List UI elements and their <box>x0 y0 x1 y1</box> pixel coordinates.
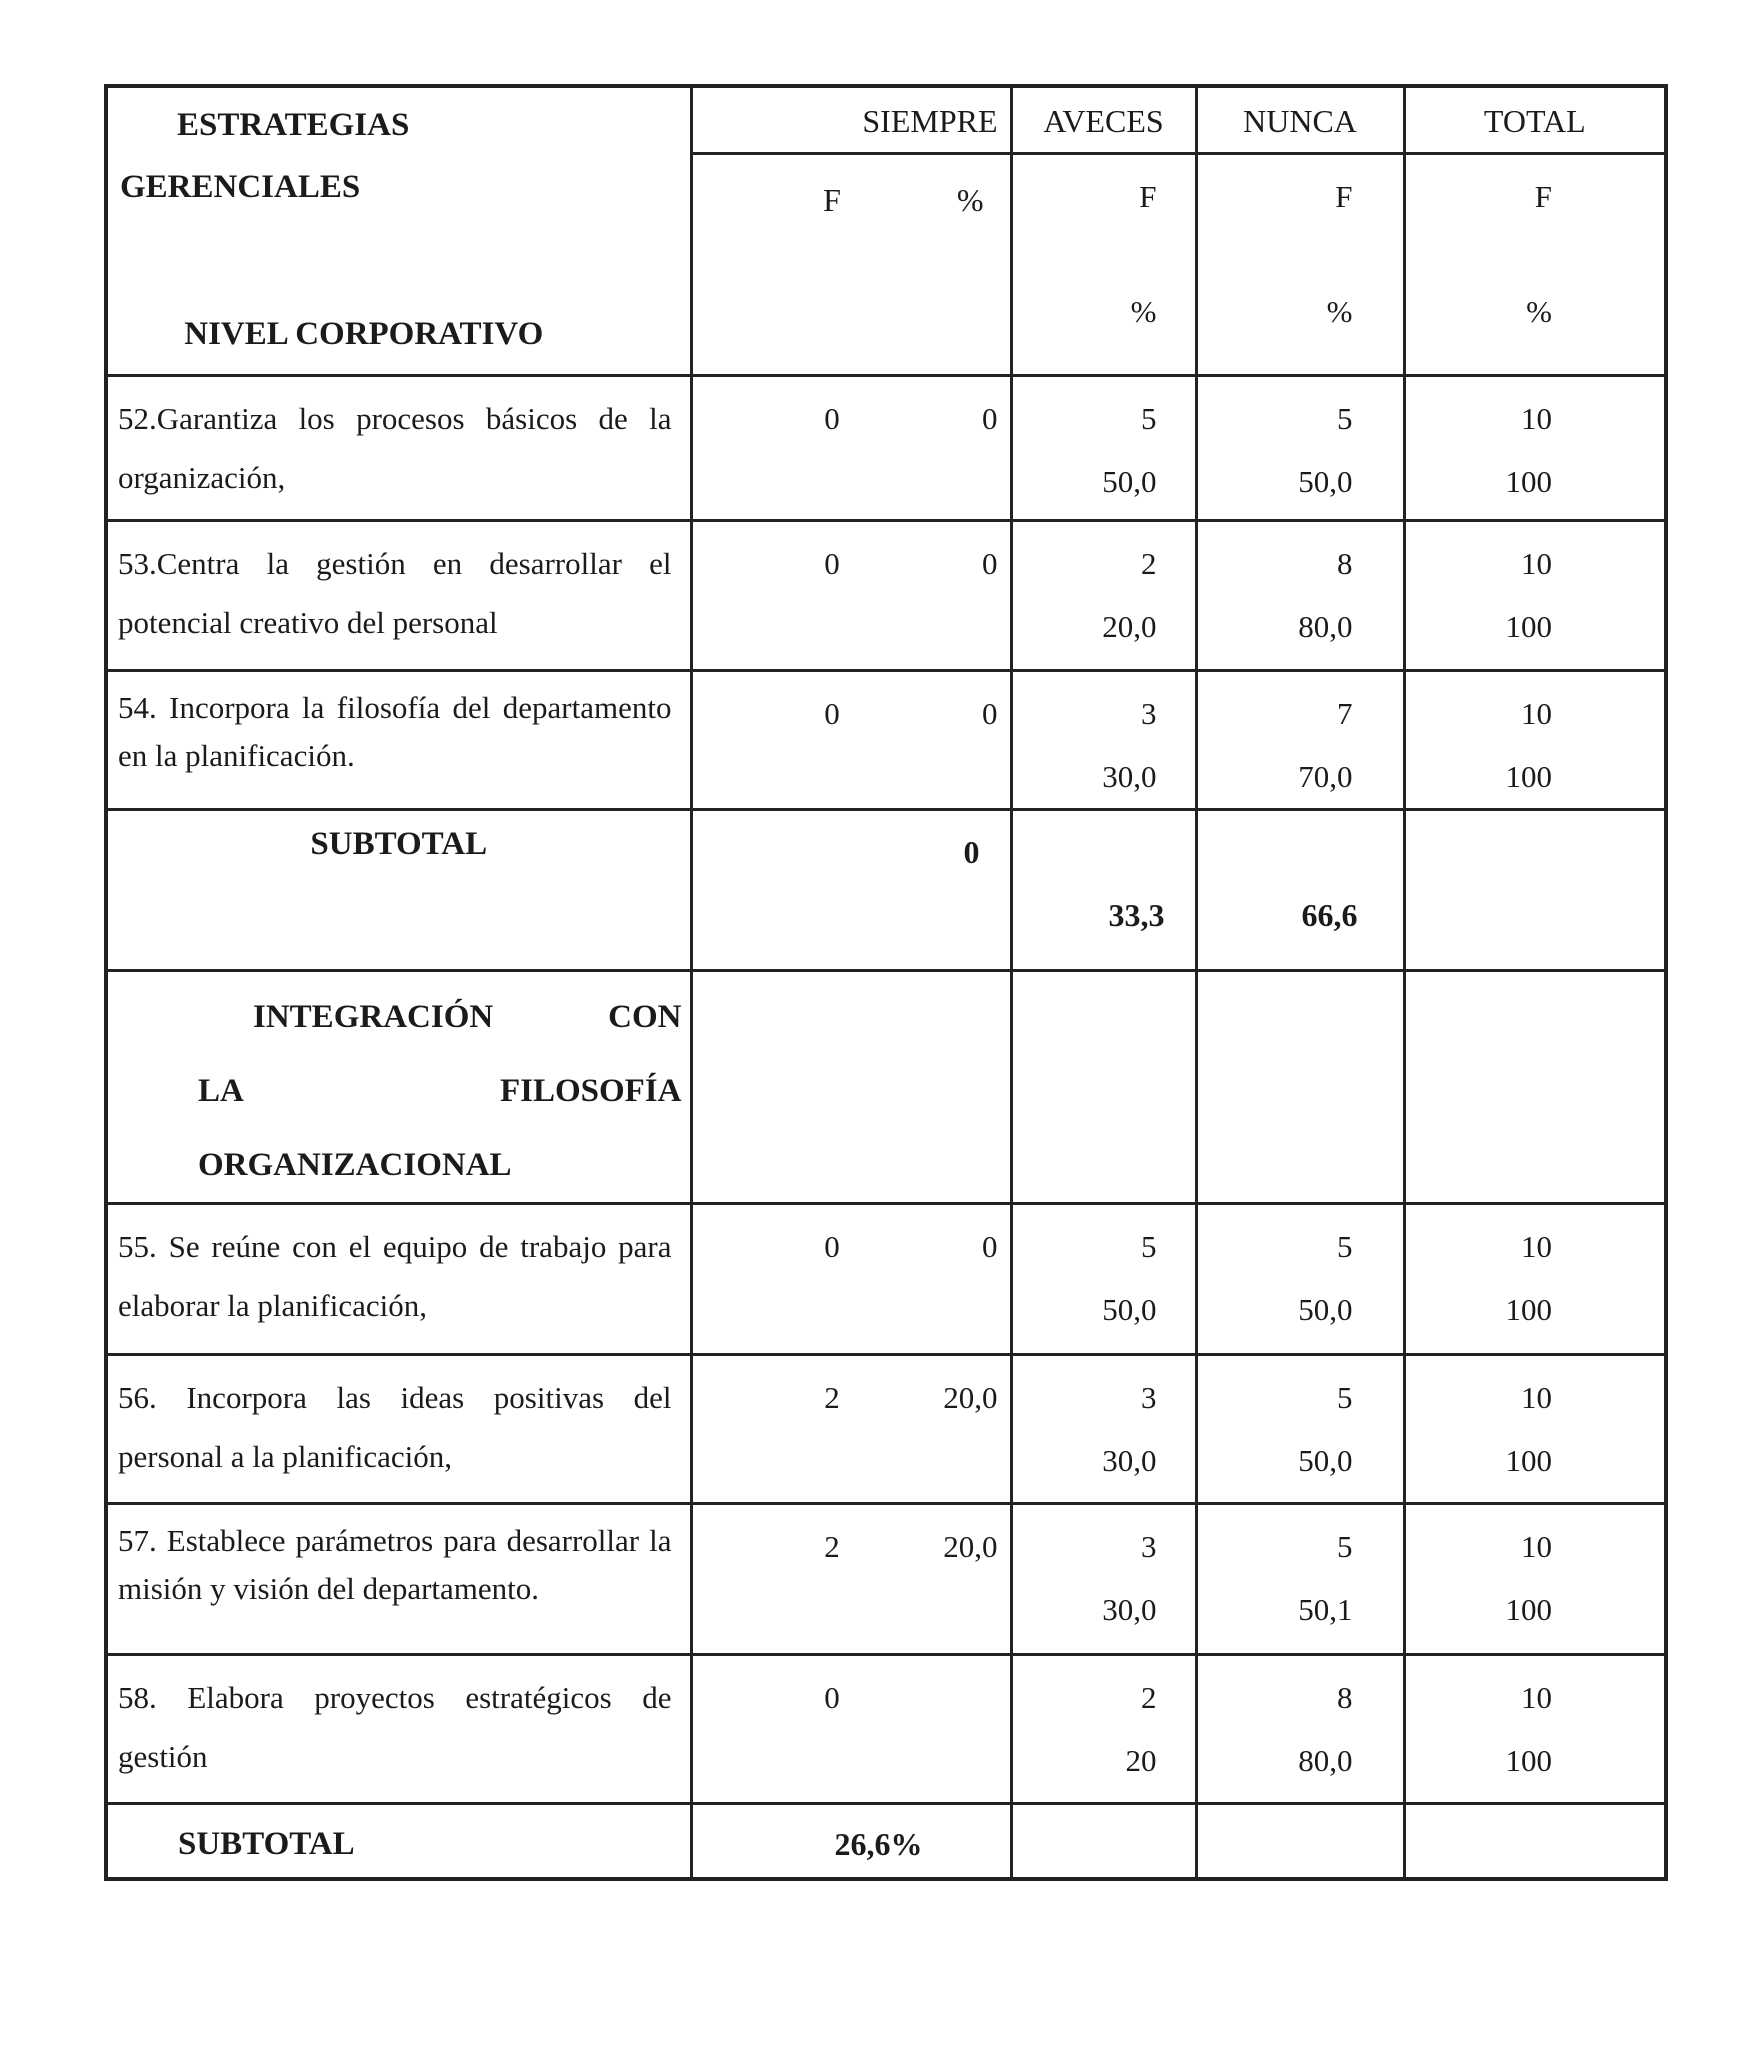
row-58-siempre-f: 0 <box>824 1680 840 1715</box>
row-57-siempre-cell <box>691 1504 1011 1655</box>
row-57-total-cell <box>1404 1504 1666 1655</box>
table-row-58 <box>106 1655 1666 1804</box>
header-aveces-f: F <box>1139 179 1157 214</box>
header-siempre-pct: % <box>956 182 984 218</box>
row-55-nunca-f: 5 <box>1337 1229 1353 1264</box>
row-57-nunca-pct: 50,1 <box>1298 1592 1353 1627</box>
row-52-total-f: 10 <box>1521 401 1552 436</box>
row-52-nunca-pct: 50,0 <box>1298 464 1353 499</box>
subtotal1-label: SUBTOTAL <box>106 810 691 971</box>
subtotal2-nunca-cell <box>1196 1804 1404 1879</box>
row-54-total-cell <box>1404 671 1666 810</box>
table-row-55 <box>106 1204 1666 1355</box>
row-54-nunca-f: 7 <box>1337 696 1353 731</box>
row-52-siempre-pct: 0 <box>982 401 998 436</box>
row-58-aveces-cell <box>1011 1655 1196 1804</box>
header-nunca-pct: % <box>1326 294 1353 329</box>
row-55-siempre-cell <box>691 1204 1011 1355</box>
row-52-nunca-f: 5 <box>1337 401 1353 436</box>
row-57-nunca-f: 5 <box>1337 1529 1353 1564</box>
table-row-56 <box>106 1355 1666 1504</box>
section-siempre-cell <box>691 971 1011 1204</box>
row-53-aveces-cell <box>1011 521 1196 671</box>
row-57-aveces-cell <box>1011 1504 1196 1655</box>
row-56-nunca-pct: 50,0 <box>1298 1443 1353 1478</box>
row-52-total-pct: 100 <box>1505 464 1552 499</box>
row-56-aveces-f: 3 <box>1141 1380 1157 1415</box>
row-52-aveces-pct: 50,0 <box>1102 464 1157 499</box>
row-57-siempre-f: 2 <box>824 1529 840 1564</box>
row-57-siempre-pct: 20,0 <box>943 1529 998 1564</box>
subtotal1-nunca-pct: 66,6 <box>1301 897 1358 933</box>
row-54-aveces-pct: 30,0 <box>1102 759 1157 794</box>
row-53-siempre-pct: 0 <box>982 546 998 581</box>
header-nivel-corporativo: NIVEL CORPORATIVO <box>184 316 544 352</box>
row-56-total-f: 10 <box>1521 1380 1552 1415</box>
subtotal2-total-cell <box>1404 1804 1666 1879</box>
row-54-siempre-cell <box>691 671 1011 810</box>
row-58-nunca-cell <box>1196 1655 1404 1804</box>
subtotal1-siempre-pct: 0 <box>963 834 980 870</box>
row-55-siempre-pct: 0 <box>982 1229 998 1264</box>
header-cell-nunca: NUNCA <box>1196 86 1404 154</box>
row-58-siempre-cell <box>691 1655 1011 1804</box>
header-siempre-fpct-cell <box>691 154 1011 376</box>
row-56-total-pct: 100 <box>1505 1443 1552 1478</box>
row-57-aveces-pct: 30,0 <box>1102 1592 1157 1627</box>
header-row-titles <box>106 86 1666 154</box>
row-53-siempre-cell <box>691 521 1011 671</box>
header-cell-estrategias <box>106 86 691 376</box>
row-55-total-cell <box>1404 1204 1666 1355</box>
row-54-total-pct: 100 <box>1505 759 1552 794</box>
row-57-label: 57. Establece parámetros para desarrollar la misión y visión del departamento. <box>106 1504 691 1655</box>
row-57-total-pct: 100 <box>1505 1592 1552 1627</box>
row-56-siempre-cell <box>691 1355 1011 1504</box>
section-word-integracion: INTEGRACIÓN <box>253 999 494 1035</box>
row-52-nunca-cell <box>1196 376 1404 521</box>
row-55-aveces-pct: 50,0 <box>1102 1292 1157 1327</box>
subtotal2-aveces-cell <box>1011 1804 1196 1879</box>
section-word-organizacional: ORGANIZACIONAL <box>198 1147 512 1183</box>
header-aveces-fpct-cell <box>1011 154 1196 376</box>
table-row-subtotal-1 <box>106 810 1666 971</box>
row-55-nunca-cell <box>1196 1204 1404 1355</box>
row-54-nunca-cell <box>1196 671 1404 810</box>
header-estrategias-line1: ESTRATEGIAS <box>177 107 410 143</box>
row-54-siempre-f: 0 <box>824 696 840 731</box>
subtotal2-label: SUBTOTAL <box>106 1804 691 1879</box>
row-52-total-cell <box>1404 376 1666 521</box>
row-57-total-f: 10 <box>1521 1529 1552 1564</box>
row-56-nunca-cell <box>1196 1355 1404 1504</box>
row-53-aveces-pct: 20,0 <box>1102 609 1157 644</box>
header-nunca-fpct-cell <box>1196 154 1404 376</box>
section-aveces-cell <box>1011 971 1196 1204</box>
table-row-54 <box>106 671 1666 810</box>
row-58-nunca-f: 8 <box>1337 1680 1353 1715</box>
row-55-total-pct: 100 <box>1505 1292 1552 1327</box>
row-56-aveces-cell <box>1011 1355 1196 1504</box>
row-55-aveces-cell <box>1011 1204 1196 1355</box>
row-54-nunca-pct: 70,0 <box>1298 759 1353 794</box>
row-58-total-cell <box>1404 1655 1666 1804</box>
row-56-aveces-pct: 30,0 <box>1102 1443 1157 1478</box>
table-row-subtotal-2 <box>106 1804 1666 1879</box>
section-word-la: LA <box>198 1073 244 1109</box>
row-53-label: 53.Centra la gestión en desarrollar el potencial creativo del personal <box>106 521 691 671</box>
row-55-aveces-f: 5 <box>1141 1229 1157 1264</box>
subtotal1-aveces-pct: 33,3 <box>1108 897 1165 933</box>
section-word-filosofia: FILOSOFÍA <box>499 1073 682 1109</box>
header-total-f: F <box>1534 179 1552 214</box>
row-55-label: 55. Se reúne con el equipo de trabajo para elaborar la planificación, <box>106 1204 691 1355</box>
header-cell-total: TOTAL <box>1404 86 1666 154</box>
row-56-nunca-f: 5 <box>1337 1380 1353 1415</box>
row-52-aveces-f: 5 <box>1141 401 1157 436</box>
row-54-aveces-cell <box>1011 671 1196 810</box>
header-total-pct: % <box>1526 294 1552 329</box>
table-row-57 <box>106 1504 1666 1655</box>
row-53-total-cell <box>1404 521 1666 671</box>
row-53-nunca-pct: 80,0 <box>1298 609 1353 644</box>
row-58-aveces-f: 2 <box>1141 1680 1157 1715</box>
header-cell-aveces: AVECES <box>1011 86 1196 154</box>
survey-results-table <box>104 84 1668 1881</box>
table-row-section-header <box>106 971 1666 1204</box>
subtotal1-aveces-cell <box>1011 810 1196 971</box>
row-53-nunca-cell <box>1196 521 1404 671</box>
row-58-aveces-pct: 20 <box>1125 1743 1157 1778</box>
row-53-siempre-f: 0 <box>824 546 840 581</box>
header-estrategias-line2: GERENCIALES <box>120 169 361 205</box>
row-53-total-pct: 100 <box>1505 609 1552 644</box>
table-row-53 <box>106 521 1666 671</box>
row-53-nunca-f: 8 <box>1337 546 1353 581</box>
section-total-cell <box>1404 971 1666 1204</box>
row-54-total-f: 10 <box>1521 696 1552 731</box>
header-cell-siempre: SIEMPRE <box>691 86 1011 154</box>
header-aveces-pct: % <box>1130 294 1157 329</box>
row-52-siempre-f: 0 <box>824 401 840 436</box>
row-52-siempre-cell <box>691 376 1011 521</box>
row-58-nunca-pct: 80,0 <box>1298 1743 1353 1778</box>
row-55-total-f: 10 <box>1521 1229 1552 1264</box>
row-56-siempre-f: 2 <box>824 1380 840 1415</box>
row-58-label: 58. Elabora proyectos estratégicos de gestión <box>106 1655 691 1804</box>
table-row-52 <box>106 376 1666 521</box>
subtotal1-total-cell <box>1404 810 1666 971</box>
row-56-total-cell <box>1404 1355 1666 1504</box>
row-57-aveces-f: 3 <box>1141 1529 1157 1564</box>
row-52-aveces-cell <box>1011 376 1196 521</box>
header-total-fpct-cell <box>1404 154 1666 376</box>
subtotal1-nunca-cell <box>1196 810 1404 971</box>
row-56-siempre-pct: 20,0 <box>943 1380 998 1415</box>
row-53-total-f: 10 <box>1521 546 1552 581</box>
row-55-siempre-f: 0 <box>824 1229 840 1264</box>
subtotal1-siempre-cell <box>691 810 1011 971</box>
row-58-total-pct: 100 <box>1505 1743 1552 1778</box>
section-word-con: CON <box>608 999 682 1035</box>
row-53-aveces-f: 2 <box>1141 546 1157 581</box>
row-54-label: 54. Incorpora la filosofía del departamento en la planificación. <box>106 671 691 810</box>
header-siempre-f: F <box>823 182 841 218</box>
header-nunca-f: F <box>1335 179 1353 214</box>
row-57-nunca-cell <box>1196 1504 1404 1655</box>
section-nunca-cell <box>1196 971 1404 1204</box>
row-58-total-f: 10 <box>1521 1680 1552 1715</box>
section-header-cell <box>106 971 691 1204</box>
row-54-aveces-f: 3 <box>1141 696 1157 731</box>
subtotal2-siempre-value: 26,6% <box>691 1804 1011 1879</box>
row-54-siempre-pct: 0 <box>982 696 998 731</box>
row-52-label: 52.Garantiza los procesos básicos de la organización, <box>106 376 691 521</box>
row-55-nunca-pct: 50,0 <box>1298 1292 1353 1327</box>
row-56-label: 56. Incorpora las ideas positivas del personal a la planificación, <box>106 1355 691 1504</box>
